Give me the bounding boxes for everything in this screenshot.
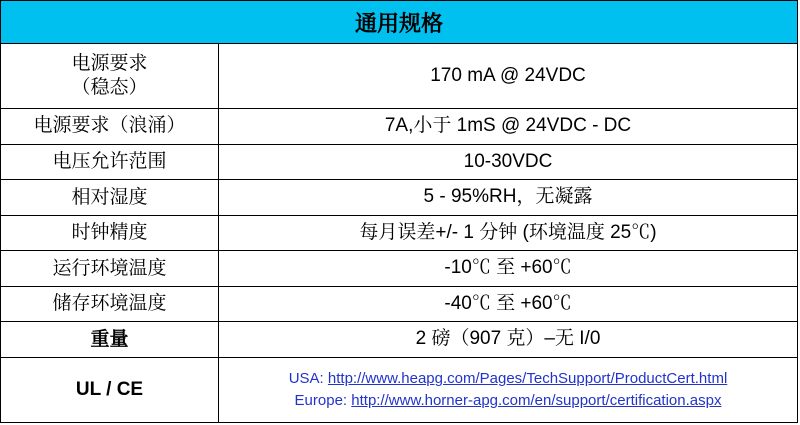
- row-label-line1: 电源要求: [71, 53, 148, 75]
- table-title-row: [1, 1, 798, 44]
- row-value-clock-accuracy: 每月误差+/- 1 分钟 (环境温度 25℃): [219, 215, 798, 251]
- table-row: [1, 215, 798, 251]
- row-label-operating-temp: 运行环境温度: [1, 251, 219, 287]
- row-value-certification-links: [219, 358, 798, 423]
- row-label-clock-accuracy: 时钟精度: [1, 215, 219, 251]
- row-label-line2: （稳态）: [71, 77, 148, 98]
- row-value-storage-temp: -40℃ 至 +60℃: [219, 286, 798, 322]
- row-label-storage-temp: 储存环境温度: [1, 286, 219, 322]
- table-row: [1, 286, 798, 322]
- certification-link-europe-url[interactable]: http://www.horner-apg.com/en/support/certification.aspx: [351, 392, 722, 409]
- row-label-power-steady: [1, 44, 219, 109]
- table-row: [1, 144, 798, 180]
- table-row: [1, 109, 798, 145]
- row-label-weight: 重量: [1, 322, 219, 358]
- table-row: [1, 180, 798, 216]
- row-label-voltage-range: 电压允许范围: [1, 144, 219, 180]
- certification-link-europe: [223, 390, 793, 412]
- certification-link-europe-prefix: Europe:: [294, 392, 352, 409]
- table-row-certification: [1, 358, 798, 423]
- row-value-relative-humidity: 5 - 95%RH，无凝露: [219, 180, 798, 216]
- row-label-ul-ce: UL / CE: [1, 358, 219, 423]
- certification-link-usa-url[interactable]: http://www.heapg.com/Pages/TechSupport/ProductCert.html: [327, 370, 728, 388]
- row-value-power-steady: 170 mA @ 24VDC: [219, 44, 798, 109]
- row-label-power-inrush: 电源要求（浪涌）: [1, 109, 219, 145]
- certification-link-usa: [223, 368, 793, 390]
- row-value-power-inrush: 7A,小于 1mS @ 24VDC - DC: [219, 109, 798, 145]
- table-title: 通用规格: [1, 1, 798, 44]
- table-row: [1, 322, 798, 358]
- row-value-operating-temp: -10℃ 至 +60℃: [219, 251, 798, 287]
- table-row: [1, 251, 798, 287]
- certification-link-usa-prefix: USA:: [288, 370, 328, 388]
- row-label-relative-humidity: 相对湿度: [1, 180, 219, 216]
- table-row: [1, 44, 798, 109]
- row-value-voltage-range: 10-30VDC: [219, 144, 798, 180]
- row-value-weight: 2 磅（907 克）–无 I/0: [219, 322, 798, 358]
